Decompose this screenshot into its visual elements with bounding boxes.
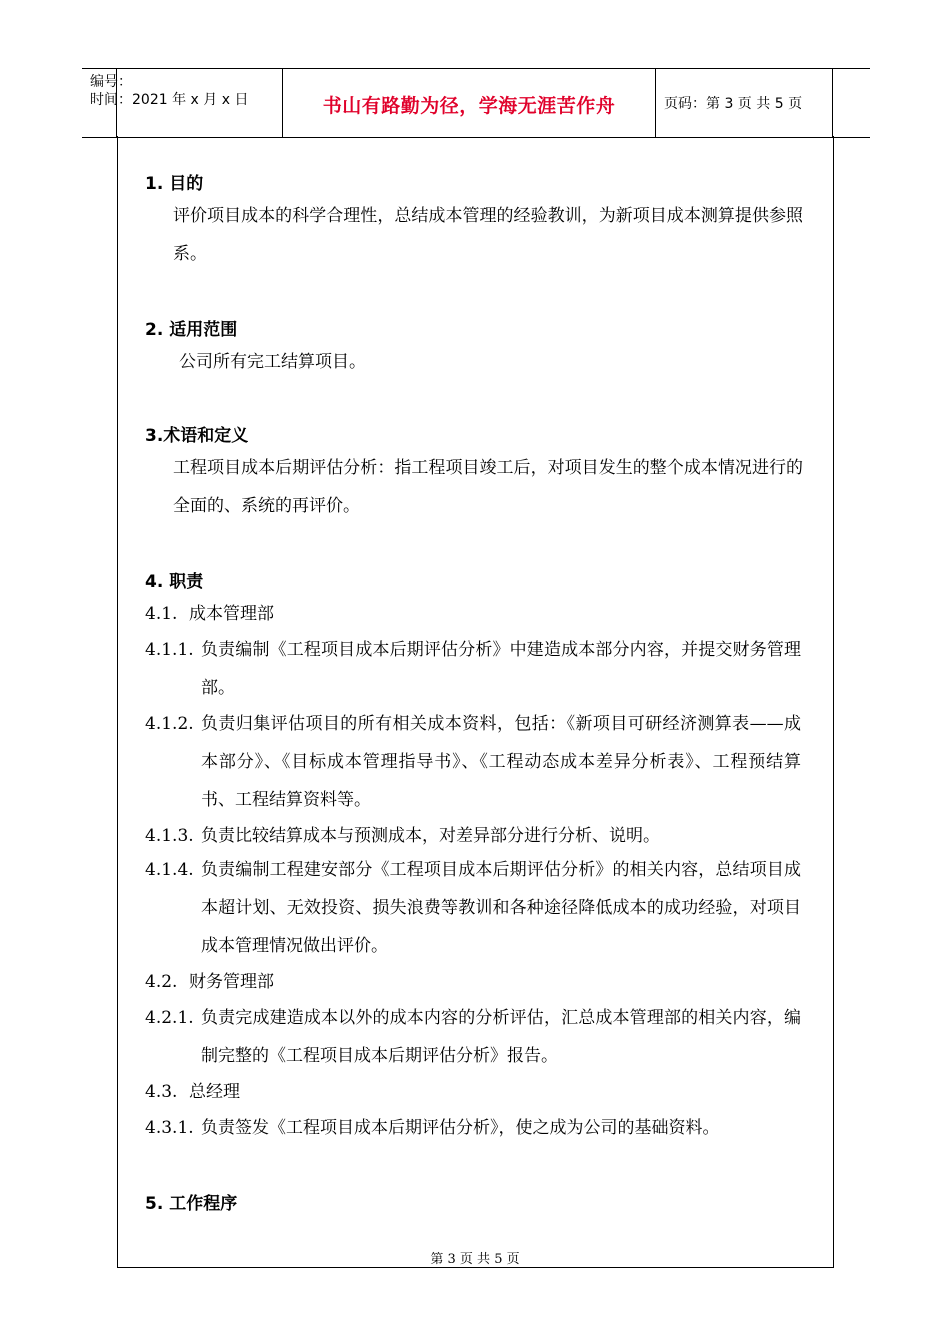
header-divider bbox=[832, 69, 833, 137]
section-1-title: 1. 目的 bbox=[145, 174, 204, 194]
section-1-body: 评价项目成本的科学合理性，总结成本管理的经验教训，为新项目成本测算提供参照系。 bbox=[173, 206, 803, 264]
item-text: 负责归集评估项目的所有相关成本资料，包括：《新项目可研经济测算表——成本部分》、《目标成本管理指导书》、《工程动态成本差异分析表》、工程预结算书、工程结算资料等。 bbox=[201, 714, 801, 810]
section-3-body: 工程项目成本后期评估分析：指工程项目竣工后，对项目发生的整个成本情况进行的全面的、系统的再评价。 bbox=[173, 458, 803, 516]
document-header bbox=[82, 68, 870, 138]
header-divider bbox=[655, 69, 656, 137]
document-time-label: 时间：2021 年 x 月 x 日 bbox=[90, 92, 249, 108]
item-number: 4.1. bbox=[145, 604, 178, 624]
section-2-body: 公司所有完工结算项目。 bbox=[179, 352, 366, 372]
item-text: 成本管理部 bbox=[189, 604, 274, 624]
item-text: 负责签发《工程项目成本后期评估分析》，使之成为公司的基础资料。 bbox=[201, 1118, 720, 1138]
item-number: 4.2.1. bbox=[145, 1008, 194, 1028]
document-number-label: 编号： bbox=[90, 74, 132, 90]
item-text: 总经理 bbox=[189, 1082, 240, 1102]
header-meta bbox=[90, 73, 248, 109]
item-number: 4.1.1. bbox=[145, 640, 194, 660]
item-number: 4.1.4. bbox=[145, 860, 194, 880]
item-text: 负责编制《工程项目成本后期评估分析》中建造成本部分内容，并提交财务管理部。 bbox=[201, 640, 801, 698]
header-page-number: 页码：第 3 页 共 5 页 bbox=[664, 96, 803, 112]
item-text: 负责比较结算成本与预测成本，对差异部分进行分析、说明。 bbox=[201, 826, 660, 846]
item-text: 负责完成建造成本以外的成本内容的分析评估，汇总成本管理部的相关内容，编制完整的《工程项目成本后期评估分析》报告。 bbox=[201, 1008, 801, 1066]
item-number: 4.3.1. bbox=[145, 1118, 194, 1138]
item-number: 4.1.3. bbox=[145, 826, 194, 846]
section-2-title: 2. 适用范围 bbox=[145, 320, 238, 340]
header-slogan: 书山有路勤为径，学海无涯苦作舟 bbox=[322, 95, 616, 117]
item-text: 负责编制工程建安部分《工程项目成本后期评估分析》的相关内容，总结项目成本超计划、无效投资、损失浪费等教训和各种途径降低成本的成功经验，对项目成本管理情况做出评价。 bbox=[201, 860, 801, 956]
page-footer: 第 3 页 共 5 页 bbox=[430, 1252, 520, 1267]
header-divider bbox=[282, 69, 283, 137]
section-3-title: 3.术语和定义 bbox=[145, 426, 249, 446]
item-number: 4.1.2. bbox=[145, 714, 194, 734]
item-number: 4.3. bbox=[145, 1082, 178, 1102]
item-number: 4.2. bbox=[145, 972, 178, 992]
section-5-title: 5. 工作程序 bbox=[145, 1194, 238, 1214]
item-text: 财务管理部 bbox=[189, 972, 274, 992]
section-4-title: 4. 职责 bbox=[145, 572, 204, 592]
